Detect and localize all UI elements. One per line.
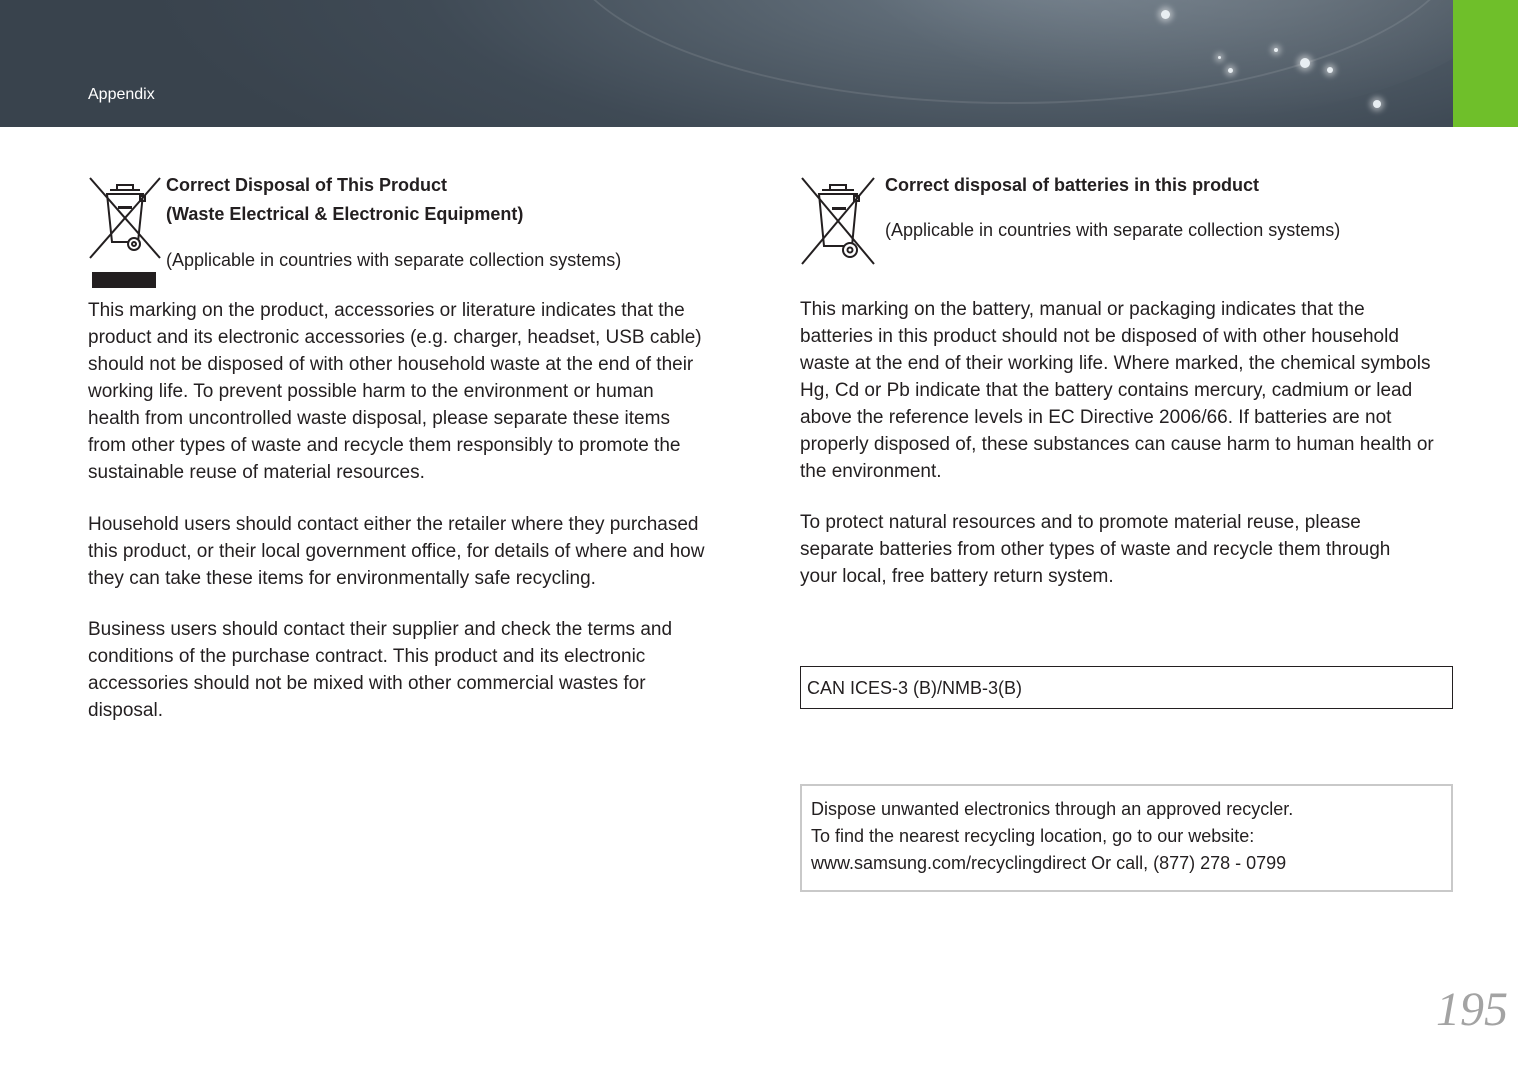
recycle-line: www.samsung.com/recyclingdirect Or call, (877) 278 - 0799 (811, 853, 1287, 873)
text-line: above the reference levels in EC Directive 2006/66. If batteries are not (800, 407, 1392, 428)
crossed-bin-icon (800, 176, 876, 266)
text-line: from other types of waste and recycle them responsibly to promote the (88, 435, 681, 456)
header-sparkle (1274, 48, 1278, 52)
recycle-line: To find the nearest recycling location, go to our website: (811, 826, 1255, 846)
section-tab (1453, 0, 1518, 127)
text-line: To protect natural resources and to promote material reuse, please (800, 512, 1361, 533)
left-paragraph-2 (88, 511, 704, 592)
right-subtitle: (Applicable in countries with separate collection systems) (885, 220, 1341, 240)
text-line: health from uncontrolled waste disposal, please separate these items (88, 408, 670, 429)
text-line: should not be disposed of with other household waste at the end of their (88, 354, 694, 375)
recycle-info-box (800, 784, 1453, 892)
header-sparkle (1228, 68, 1233, 73)
text-line: product and its electronic accessories (e.g. charger, headset, USB cable) (88, 327, 702, 348)
text-line: This marking on the battery, manual or packaging indicates that the (800, 299, 1365, 320)
ices-compliance-box (800, 666, 1453, 709)
left-paragraph-1 (88, 297, 702, 486)
text-line: Household users should contact either the retailer where they purchased (88, 514, 699, 535)
left-title-line1: Correct Disposal of This Product (166, 175, 448, 195)
recycle-line: Dispose unwanted electronics through an approved recycler. (811, 799, 1294, 819)
ices-compliance-text: CAN ICES-3 (B)/NMB-3(B) (807, 678, 1023, 698)
text-line: disposal. (88, 700, 163, 721)
text-line: Hg, Cd or Pb indicate that the battery contains mercury, cadmium or lead (800, 380, 1413, 401)
text-line: sustainable reuse of material resources. (88, 462, 425, 483)
page-header (0, 0, 1518, 127)
text-line: conditions of the purchase contract. This product and its electronic (88, 646, 646, 667)
text-line: Business users should contact their supplier and check the terms and (88, 619, 673, 640)
text-line: your local, free battery return system. (800, 566, 1114, 587)
crossed-bin-icon (88, 176, 162, 260)
text-line: working life. To prevent possible harm to the environment or human (88, 381, 654, 402)
header-sparkle (1161, 10, 1170, 19)
text-line: the environment. (800, 461, 942, 482)
right-title: Correct disposal of batteries in this product (885, 175, 1260, 195)
text-line: accessories should not be mixed with other commercial wastes for (88, 673, 646, 694)
header-sparkle (1373, 100, 1381, 108)
left-subtitle: (Applicable in countries with separate collection systems) (166, 250, 622, 270)
header-sparkle (1327, 67, 1333, 73)
text-line: batteries in this product should not be disposed of with other household (800, 326, 1399, 347)
text-line: they can take these items for environmentally safe recycling. (88, 568, 596, 589)
left-title-line2: (Waste Electrical & Electronic Equipment) (166, 204, 524, 224)
page-number: 195 (1436, 983, 1508, 1036)
text-line: this product, or their local government office, for details of where and how (88, 541, 705, 562)
header-sparkle (1218, 56, 1221, 59)
text-line: waste at the end of their working life. Where marked, the chemical symbols (800, 353, 1431, 374)
right-paragraph-2 (800, 509, 1390, 590)
text-line: properly disposed of, these substances can cause harm to human health or (800, 434, 1434, 455)
section-label: Appendix (88, 86, 155, 103)
text-line: separate batteries from other types of waste and recycle them through (800, 539, 1391, 560)
text-line: This marking on the product, accessories or literature indicates that the (88, 300, 685, 321)
header-sparkle (1300, 58, 1310, 68)
date-mark-bar (92, 272, 156, 288)
left-paragraph-3 (88, 616, 672, 724)
right-paragraph-1 (800, 296, 1434, 485)
